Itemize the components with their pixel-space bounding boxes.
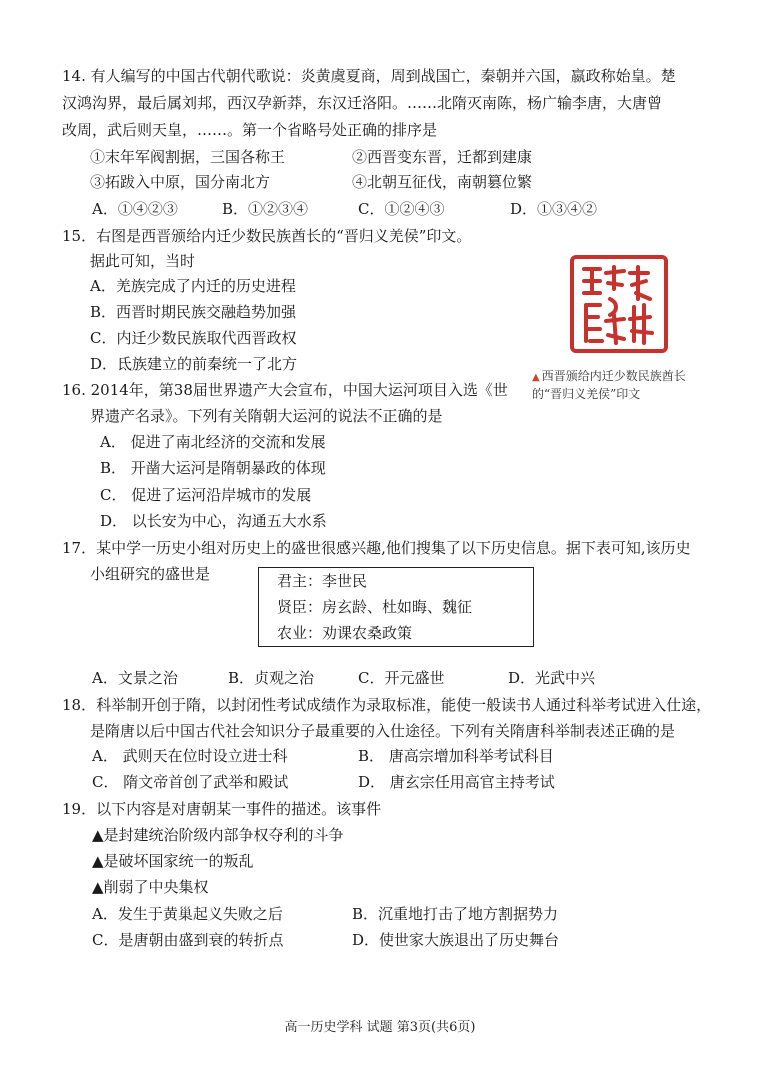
q19-option-b: B．沉重地打击了地方割据势力	[352, 905, 559, 923]
q18-option-b: B． 唐高宗增加科举考试科目	[358, 747, 554, 765]
q16-option-a: A． 促进了南北经济的交流和发展	[100, 433, 326, 451]
triangle-icon: ▲	[532, 372, 540, 383]
q17-option-b: B．贞观之治	[228, 669, 315, 687]
q17-option-c: C．开元盛世	[358, 669, 445, 687]
seal-caption-line2: 的“晋归义羌侯”印文	[532, 387, 641, 401]
q18-line2: 是隋唐以后中国古代社会知识分子最重要的入仕途径。下列有关隋唐科举制表述正确的是	[90, 722, 676, 740]
q18-option-a: A． 武则天在位时设立进士科	[92, 747, 288, 765]
q14-item-1: ①末年军阀割据，三国各称王	[90, 148, 286, 166]
q17-box-agriculture: 农业：劝课农桑政策	[277, 624, 413, 642]
seal-calligraphy-icon	[574, 259, 664, 349]
q19-bullet-2: ▲是破坏国家统一的叛乱	[92, 852, 254, 870]
q19-option-d: D．使世家大族退出了历史舞台	[352, 931, 560, 949]
seal-caption-line1	[532, 367, 686, 387]
q17-option-d: D．光武中兴	[508, 669, 596, 687]
page-footer: 高一历史学科 试题 第3页(共6页)	[284, 1020, 476, 1035]
q17-line2: 小组研究的盛世是	[90, 565, 211, 583]
q17-box-ruler: 君主：李世民	[277, 572, 368, 590]
q15-line2: 据此可知，当时	[90, 252, 196, 270]
q15-option-b: B．西晋时期民族交融趋势加强	[90, 303, 297, 321]
q19-bullet-1: ▲是封建统治阶级内部争权夺利的斗争	[92, 826, 344, 844]
q14-option-c: C．①②④③	[358, 200, 445, 218]
q14-option-d: D．①③④②	[510, 200, 598, 218]
q17-box-ministers: 贤臣：房玄龄、杜如晦、魏征	[277, 598, 473, 616]
q17-option-a: A．文景之治	[92, 669, 178, 687]
q14-line2: 汉鸿沟界，最后属刘邦，西汉孕新莽，东汉迁洛阳。……北隋灭南陈，杨广输李唐，大唐曾	[62, 94, 663, 112]
seal-caption-text: 西晋颁给内迁少数民族酋长	[541, 369, 686, 383]
q16-line1: 16. 2014年，第38届世界遗产大会宣布，中国大运河项目入选《世	[62, 381, 508, 399]
q17-line1: 17．某中学一历史小组对历史上的盛世很感兴趣,他们搜集了以下历史信息。据下表可知,该历史	[62, 539, 691, 557]
q14-item-4: ④北朝互征伐，南朝篡位繁	[352, 173, 533, 191]
q15-option-a: A．羌族完成了内迁的历史进程	[90, 277, 296, 295]
q14-item-3: ③拓跋入中原，国分南北方	[90, 173, 271, 191]
q16-line2: 界遗产名录》。下列有关隋朝大运河的说法不正确的是	[90, 407, 443, 425]
q14-line1: 14. 有人编写的中国古代朝代歌说：炎黄虞夏商，周到战国亡，秦朝并六国，嬴政称始皇。楚	[62, 67, 676, 85]
q14-option-b: B．①②③④	[222, 200, 309, 218]
q17-info-box	[258, 567, 534, 647]
q15-line1: 15．右图是西晋颁给内迁少数民族酋长的“晋归义羌侯”印文。	[62, 227, 472, 245]
q19-line1: 19．以下内容是对唐朝某一事件的描述。该事件	[62, 800, 382, 818]
q16-option-c: C． 促进了运河沿岸城市的发展	[100, 486, 312, 504]
q18-option-d: D． 唐玄宗任用高官主持考试	[358, 773, 555, 791]
q19-option-c: C．是唐朝由盛到衰的转折点	[92, 931, 284, 949]
q15-option-c: C．内迁少数民族取代西晋政权	[90, 329, 297, 347]
q16-option-b: B． 开凿大运河是隋朝暴政的体现	[100, 459, 326, 477]
q18-option-c: C． 隋文帝首创了武举和殿试	[92, 773, 289, 791]
q16-option-d: D． 以长安为中心，沟通五大水系	[100, 512, 327, 530]
q19-bullet-3: ▲削弱了中央集权	[92, 878, 209, 896]
q14-option-a: A．①④②③	[92, 200, 178, 218]
q18-line1: 18．科举制开创于隋，以封闭性考试成绩作为录取标准，能使一般读书人通过科举考试进入仕途，	[62, 696, 712, 714]
q15-option-d: D．氐族建立的前秦统一了北方	[90, 355, 298, 373]
seal-image	[570, 255, 668, 353]
q14-line3: 改周，武后则天皇，……。第一个省略号处正确的排序是	[62, 121, 438, 139]
q14-item-2: ②西晋变东晋，迁都到建康	[352, 148, 533, 166]
q19-option-a: A．发生于黄巢起义失败之后	[92, 905, 283, 923]
